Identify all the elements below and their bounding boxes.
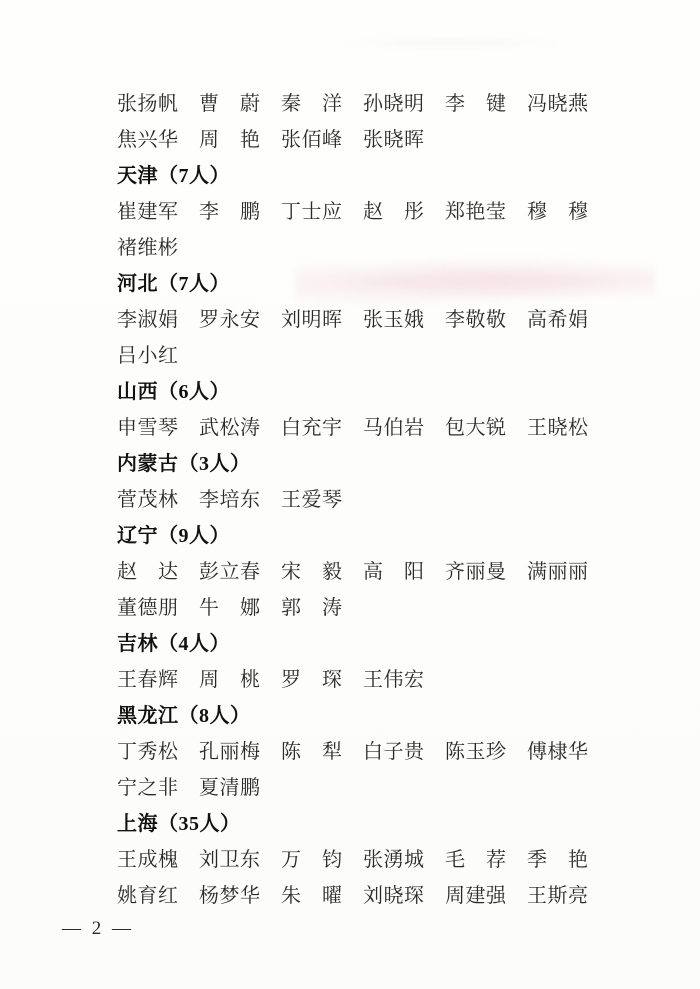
names-line: 赵 达 彭立春 宋 毅 高 阳 齐丽曼 满丽丽 bbox=[117, 561, 589, 583]
province-section-header: 吉林（4人） bbox=[117, 633, 230, 655]
names-line: 崔建军 李 鹏 丁士应 赵 彤 郑艳莹 穆 穆 bbox=[117, 201, 589, 223]
province-section-header: 河北（7人） bbox=[117, 273, 230, 295]
province-section-header: 天津（7人） bbox=[117, 165, 230, 187]
names-line: 张扬帆 曹 蔚 秦 洋 孙晓明 李 键 冯晓燕 bbox=[117, 93, 589, 115]
names-line: 褚维彬 bbox=[117, 237, 179, 259]
scan-smudge-artifact bbox=[320, 36, 580, 50]
province-section-header: 辽宁（9人） bbox=[117, 525, 230, 547]
names-line: 焦兴华 周 艳 张佰峰 张晓晖 bbox=[117, 129, 425, 151]
names-line: 王成槐 刘卫东 万 钧 张湧城 毛 荐 季 艳 bbox=[117, 849, 589, 871]
province-section-header: 内蒙古（3人） bbox=[117, 453, 251, 475]
province-section-header: 上海（35人） bbox=[117, 813, 241, 835]
document-body bbox=[117, 86, 657, 914]
names-line: 董德朋 牛 娜 郭 涛 bbox=[117, 597, 343, 619]
names-line: 王春辉 周 桃 罗 琛 王伟宏 bbox=[117, 669, 425, 691]
province-section-header: 黑龙江（8人） bbox=[117, 705, 251, 727]
page-number: — 2 — bbox=[62, 918, 134, 939]
names-line: 李淑娟 罗永安 刘明晖 张玉娥 李敬敬 高希娟 bbox=[117, 309, 589, 331]
names-line: 申雪琴 武松涛 白充宇 马伯岩 包大锐 王晓松 bbox=[117, 417, 589, 439]
names-line: 宁之非 夏清鹏 bbox=[117, 777, 261, 799]
names-line: 吕小红 bbox=[117, 345, 179, 367]
province-section-header: 山西（6人） bbox=[117, 381, 230, 403]
names-line: 丁秀松 孔丽梅 陈 犁 白子贵 陈玉珍 傅棣华 bbox=[117, 741, 589, 763]
names-line: 姚育红 杨梦华 朱 曜 刘晓琛 周建强 王斯亮 bbox=[117, 885, 589, 907]
names-line: 菅茂林 李培东 王爱琴 bbox=[117, 489, 343, 511]
